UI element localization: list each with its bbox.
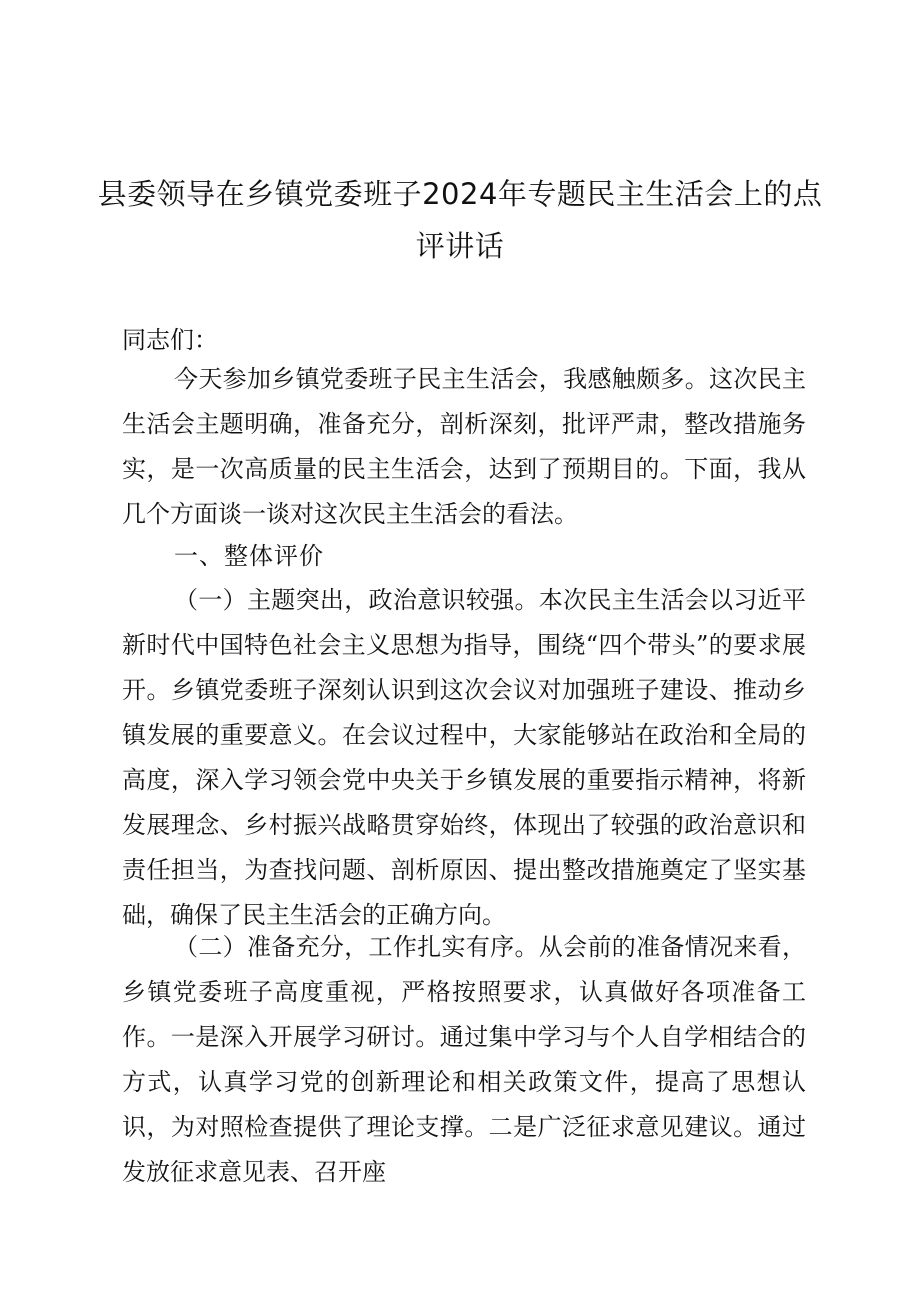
document-title-line-1: 县委领导在乡镇党委班子2024年专题民主生活会上的点 [97,177,823,211]
section-heading-overall-evaluation: 一、整体评价 [174,542,324,570]
intro-paragraph: 今天参加乡镇党委班子民主生活会，我感触颇多。这次民主生活会主题明确，准备充分，剖析深刻，批评严肃，整改措施务实，是一次高质量的民主生活会，达到了预期目的。下面，我从几个方面谈一谈对这次民主生活会的看法。 [122,365,806,528]
point-one-paragraph: （一）主题突出，政治意识较强。本次民主生活会以习近平新时代中国特色社会主义思想为指导，围绕“四个带头”的要求展开。乡镇党委班子深刻认识到这次会议对加强班子建设、推动乡镇发展的重要意义。在会议过程中，大家能够站在政治和全局的高度，深入学习领会党中央关于乡镇发展的重要指示精神，将新发展理念、乡村振兴战略贯穿始终，体现出了较强的政治意识和责任担当，为查找问题、剖析原因、提出整改措施奠定了坚实基础，确保了民主生活会的正确方向。 [122,586,806,929]
salutation: 同志们： [122,326,218,354]
document-title-line-2: 评讲话 [415,229,505,263]
point-two-paragraph: （二）准备充分，工作扎实有序。从会前的准备情况来看，乡镇党委班子高度重视，严格按照要求，认真做好各项准备工作。一是深入开展学习研讨。通过集中学习与个人自学相结合的方式，认真学习党的创新理论和相关政策文件，提高了思想认识，为对照检查提供了理论支撑。二是广泛征求意见建议。通过发放征求意见表、召开座 [122,933,806,1186]
